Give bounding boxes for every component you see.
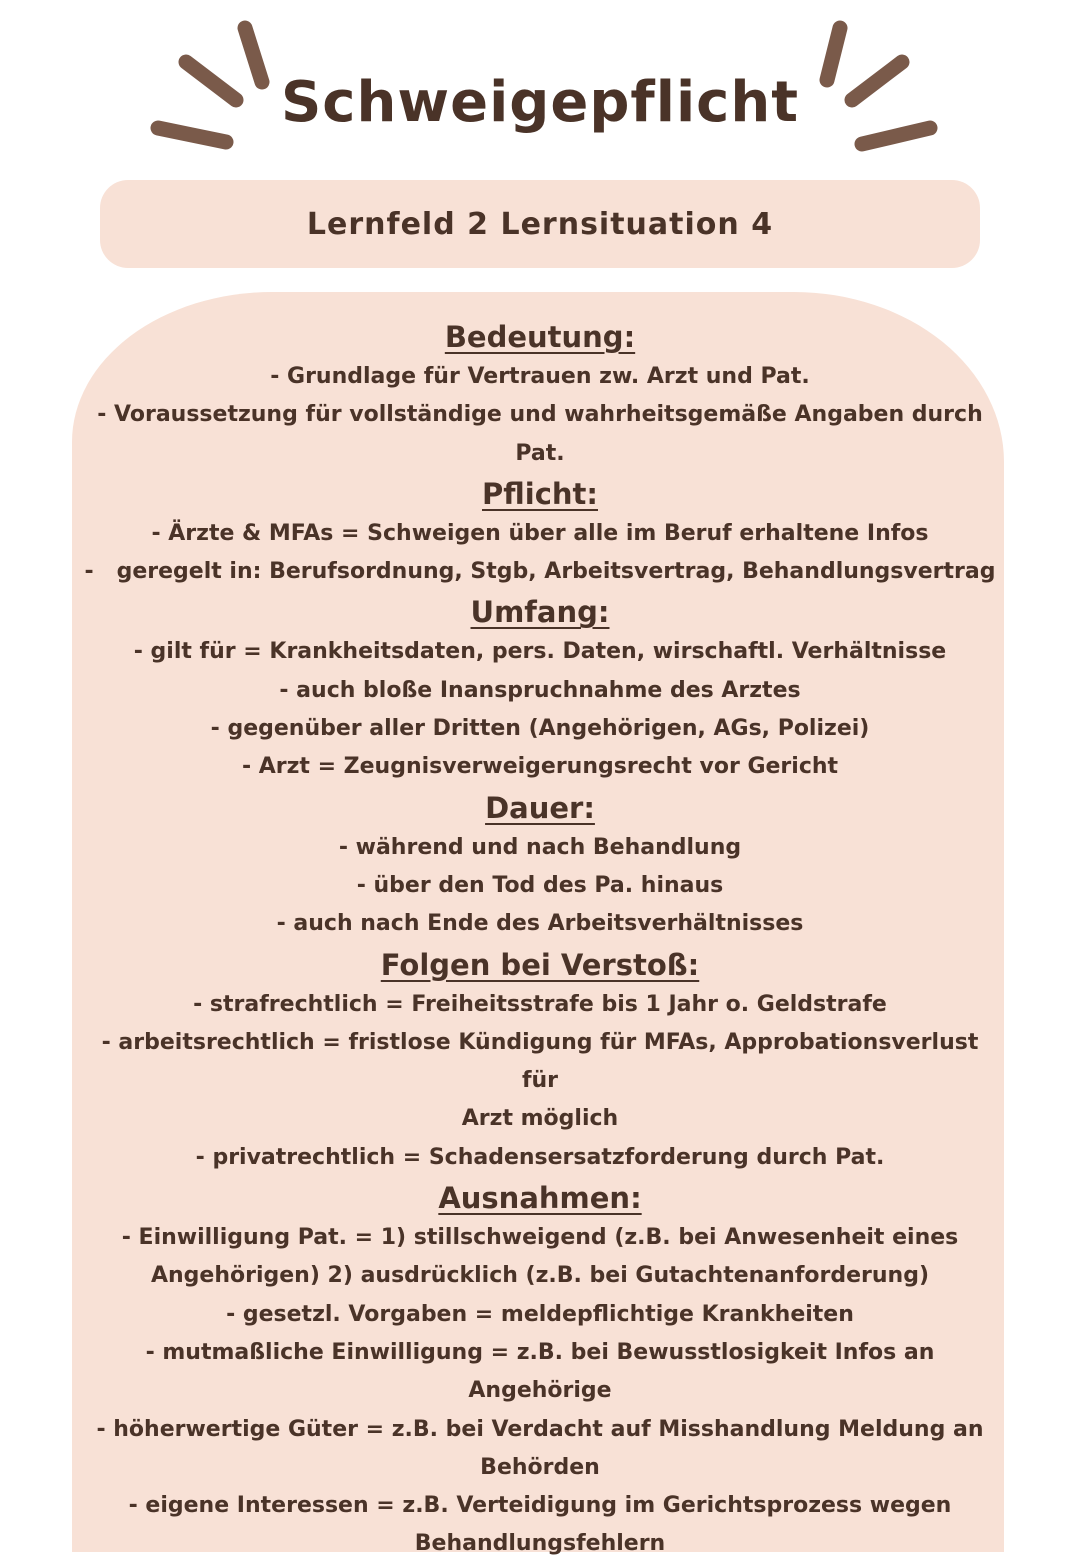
subtitle-banner	[100, 180, 980, 268]
list-item: - Grundlage für Vertrauen zw. Arzt und Pat.	[270, 364, 810, 389]
list-item: Behandlungsfehlern	[414, 1531, 666, 1557]
list-item: - gegenüber aller Dritten (Angehörigen, AGs, Polizei)	[210, 716, 870, 742]
list-item: Arzt möglich	[461, 1106, 619, 1132]
page-title: Schweigepflicht	[280, 70, 800, 135]
section-heading-pflicht: Pflicht:	[482, 476, 598, 511]
list-item: - mutmaßliche Einwilligung = z.B. bei Bewusstlosigkeit Infos an Angehörige	[145, 1339, 935, 1404]
content-text	[80, 316, 1000, 1564]
section-heading-folgen: Folgen bei Verstoß:	[380, 947, 700, 982]
list-item: - Arzt = Zeugnisverweigerungsrecht vor Gericht	[241, 754, 839, 780]
section-heading-ausnahmen: Ausnahmen:	[438, 1181, 642, 1216]
list-item: - geregelt in: Berufsordnung, Stgb, Arbeitsvertrag, Behandlungsvertrag	[84, 559, 996, 585]
list-item: - auch bloße Inanspruchnahme des Arztes	[279, 677, 801, 703]
list-item: - Ärzte & MFAs = Schweigen über alle im Beruf erhaltene Infos	[151, 520, 929, 546]
list-item: - über den Tod des Pa. hinaus	[356, 872, 724, 898]
section-heading-dauer: Dauer:	[485, 790, 595, 825]
list-item: Behörden	[480, 1454, 600, 1480]
list-item: - gesetzl. Vorgaben = meldepflichtige Krankheiten	[226, 1301, 854, 1327]
list-item: - Voraussetzung für vollständige und wahrheitsgemäße Angaben durch	[97, 402, 983, 428]
list-item: - strafrechtlich = Freiheitsstrafe bis 1 Jahr o. Geldstrafe	[193, 991, 887, 1017]
section-heading-bedeutung: Bedeutung:	[444, 320, 636, 354]
section-heading-umfang: Umfang:	[470, 595, 610, 630]
list-item: - höherwertige Güter = z.B. bei Verdacht auf Misshandlung Meldung an	[96, 1416, 984, 1442]
list-item: - während und nach Behandlung	[338, 834, 742, 860]
list-item: - eigene Interessen = z.B. Verteidigung im Gerichtsprozess wegen	[128, 1493, 952, 1519]
list-item: - gilt für = Krankheitsdaten, pers. Daten, wirschaftl. Verhältnisse	[133, 639, 947, 665]
list-item: - privatrechtlich = Schadensersatzforderung durch Pat.	[195, 1144, 885, 1170]
subtitle-text: Lernfeld 2 Lernsituation 4	[306, 206, 774, 242]
list-item: - Einwilligung Pat. = 1) stillschweigend (z.B. bei Anwesenheit eines	[121, 1225, 959, 1251]
list-item: Angehörigen) 2) ausdrücklich (z.B. bei Gutachtenanforderung)	[150, 1263, 929, 1289]
list-item: - arbeitsrechtlich = fristlose Kündigung für MFAs, Approbationsverlust für	[101, 1029, 979, 1094]
list-item: - auch nach Ende des Arbeitsverhältnisses	[276, 911, 804, 937]
list-item: Pat.	[515, 440, 565, 466]
